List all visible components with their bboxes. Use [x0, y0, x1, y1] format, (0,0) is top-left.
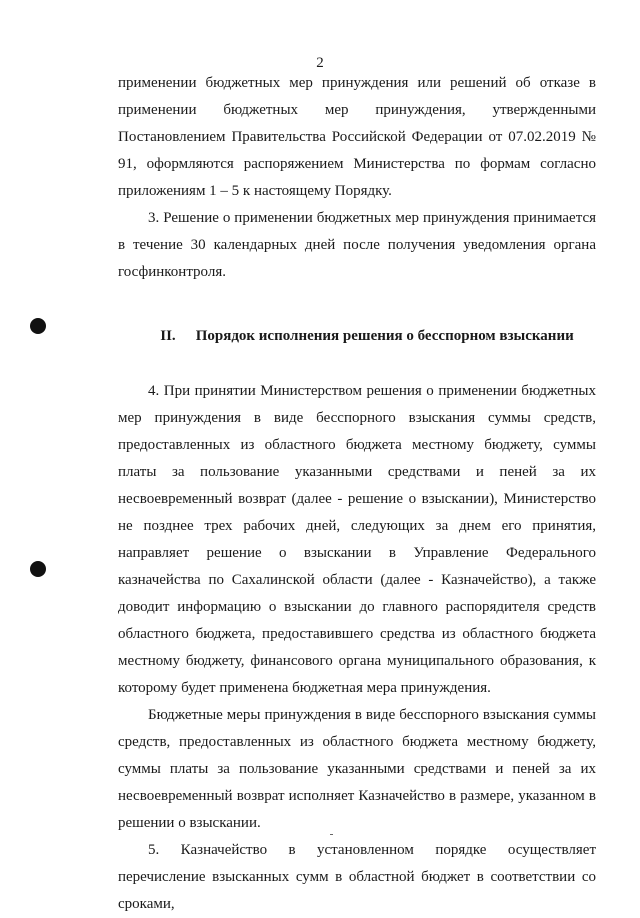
document-body — [118, 70, 596, 918]
page-number: 2 — [316, 55, 324, 71]
punch-hole-bottom — [30, 561, 46, 577]
paragraph: 4. При принятии Министерством решения о применении бюджетных мер принуждения в виде бесспорного взыскания суммы средств, предоставленных из областного бюджета местному бюджету, суммы платы за пользование указанными средствами и пеней за их несвоевременный возврат (далее - решение о взыскании), Министерство не позднее трех рабочих дней, следующих за днем его принятия, направляет решение о взыскании в Управление Федерального казначейства по Сахалинской области (далее - Казначейство), а также доводит информацию о взыскании до главного распорядителя средств областного бюджета, предоставившего средства из областного бюджета местному бюджету, финансового органа муниципального образования, к которому будет применена бюджетная мера принуждения. — [118, 383, 596, 696]
paragraph: Бюджетные меры принуждения в виде бесспорного взыскания суммы средств, предоставленных из областного бюджета местному бюджету, суммы платы за пользование указанными средствами и пеней за их несвоевременный возврат исполняет Казначейство в размере, указанном в решении о взыскании. — [118, 707, 596, 831]
section-heading — [118, 323, 596, 350]
punch-hole-top — [30, 318, 46, 334]
paragraph: 3. Решение о применении бюджетных мер принуждения принимается в течение 30 календарных дней после получения уведомления органа госфинконтроля. — [118, 210, 596, 280]
paragraph: 5. Казначейство в установленном порядке осуществляет перечисление взысканных сумм в областной бюджет в соответствии со сроками, — [118, 842, 596, 912]
section-title: Порядок исполнения решения о бесспорном взыскании — [195, 328, 574, 344]
paragraph: применении бюджетных мер принуждения или решений об отказе в применении бюджетных мер принуждения, утвержденными Постановлением Правительства Российской Федерации от 07.02.2019 № 91, оформляются распоряжением Министерства по формам согласно приложениям 1 – 5 к настоящему Порядку. — [118, 75, 596, 199]
section-number: II. — [160, 328, 176, 344]
